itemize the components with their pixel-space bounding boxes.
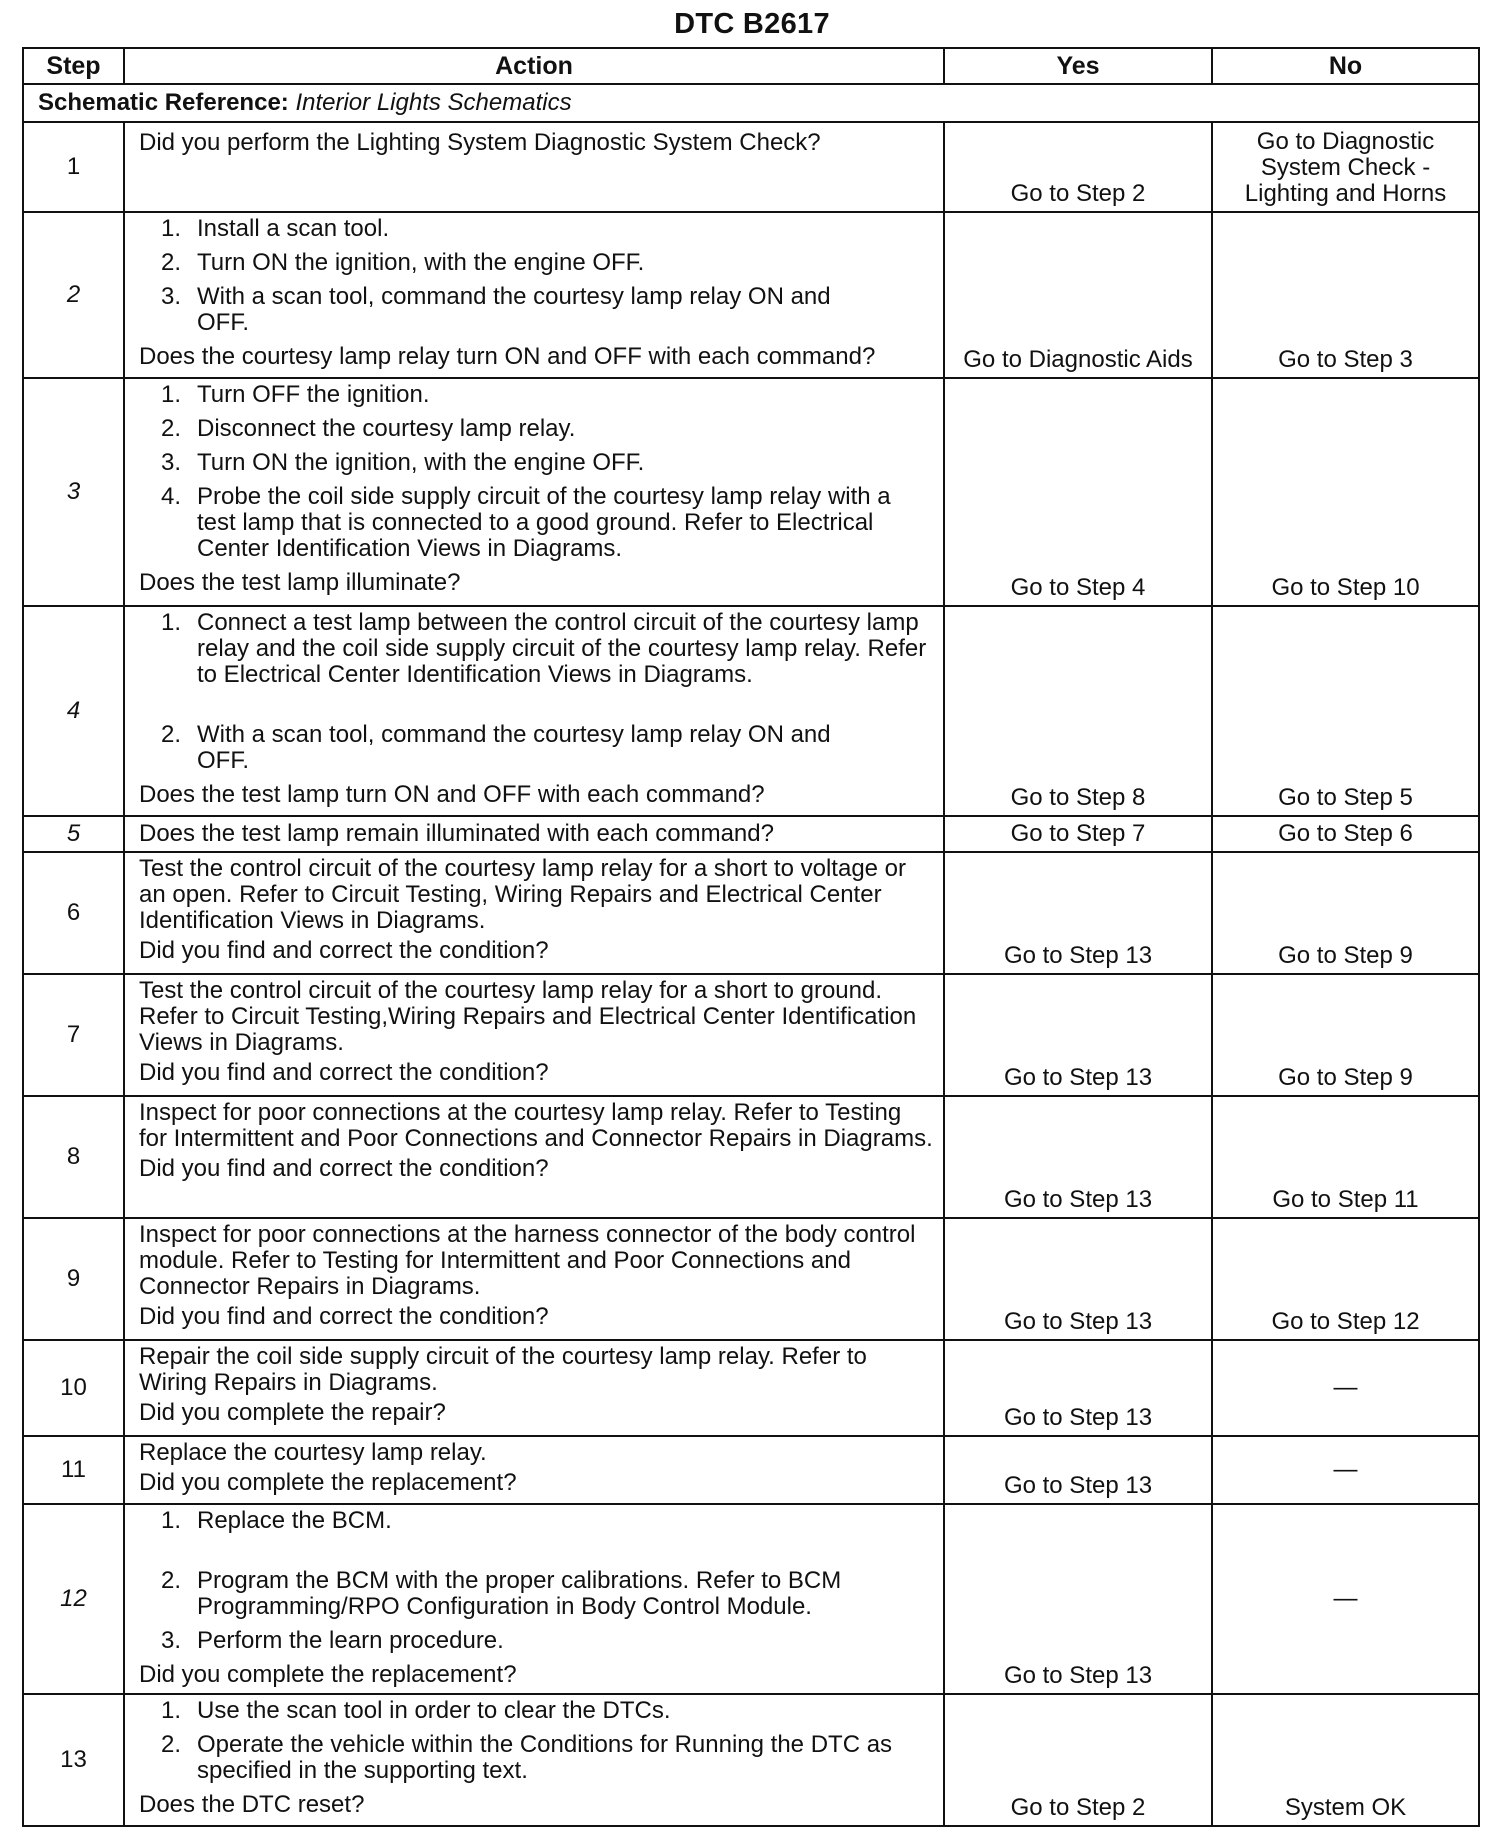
list-item: 4. Probe the coil side supply circuit of the courtesy lamp relay with a test lamp that is connected to a good ground. Refer to Electrical Center Identification Views in Diagrams. (161, 483, 891, 562)
yes-cell: Go to Step 13 (944, 1096, 1212, 1218)
no-cell: Go to Step 11 (1212, 1096, 1479, 1218)
yes-cell: Go to Step 13 (944, 1504, 1212, 1694)
schematic-reference-label: Schematic Reference: (38, 89, 289, 116)
schematic-reference-row (23, 84, 1479, 122)
step-number: 1 (23, 122, 124, 212)
table-row (23, 974, 1479, 1096)
step-question: Did you perform the Lighting System Diagnostic System Check? (139, 129, 821, 156)
table-row (23, 1218, 1479, 1340)
step-list (139, 610, 933, 774)
step-instruction: Inspect for poor connections at the harness connector of the body control module. Refer to Testing for Intermittent and Poor Connections and Connector Repairs in Diagrams. (139, 1221, 916, 1300)
step-question: Does the test lamp remain illuminated with each command? (139, 820, 774, 847)
step-number: 11 (23, 1436, 124, 1504)
header-action: Action (124, 48, 944, 84)
yes-cell: Go to Step 2 (944, 122, 1212, 212)
list-item: 1. Turn OFF the ignition. (161, 381, 430, 408)
table-row (23, 122, 1479, 212)
no-cell: System OK (1212, 1694, 1479, 1826)
diagnostic-table (22, 47, 1480, 1827)
header-no: No (1212, 48, 1479, 84)
list-item: 1. Install a scan tool. (161, 215, 390, 242)
step-number: 4 (23, 606, 124, 816)
step-action (124, 606, 944, 816)
no-cell: — (1212, 1340, 1479, 1436)
step-action (124, 1218, 944, 1340)
step-action (124, 852, 944, 974)
table-row (23, 1096, 1479, 1218)
list-item: 2. Program the BCM with the proper calibrations. Refer to BCM Programming/RPO Configuration in Body Control Module. (161, 1567, 842, 1620)
step-action (124, 1340, 944, 1436)
step-number: 9 (23, 1218, 124, 1340)
no-cell: Go to Step 5 (1212, 606, 1479, 816)
no-cell: Go to Step 9 (1212, 852, 1479, 974)
step-list (139, 216, 933, 336)
no-cell: Go to Step 10 (1212, 378, 1479, 606)
list-item: 3. Perform the learn procedure. (161, 1627, 504, 1654)
no-cell: Go to Step 9 (1212, 974, 1479, 1096)
step-instruction: Inspect for poor connections at the courtesy lamp relay. Refer to Testing for Intermittent and Poor Connections and Connector Repairs in Diagrams. (139, 1099, 933, 1152)
no-cell: Go to Step 6 (1212, 816, 1479, 852)
step-instruction: Repair the coil side supply circuit of the courtesy lamp relay. Refer to Wiring Repairs in Diagrams. (139, 1343, 867, 1396)
no-cell: Go to Diagnostic System Check - Lighting and Horns (1212, 122, 1479, 212)
step-action (124, 1436, 944, 1504)
yes-cell: Go to Step 8 (944, 606, 1212, 816)
no-cell: Go to Step 3 (1212, 212, 1479, 378)
yes-cell: Go to Step 7 (944, 816, 1212, 852)
page-title: DTC B2617 (674, 8, 830, 40)
step-question: Does the DTC reset? (139, 1791, 365, 1818)
step-list (139, 1508, 933, 1654)
list-item: 1. Use the scan tool in order to clear the DTCs. (161, 1697, 671, 1724)
table-header-row (23, 48, 1479, 84)
list-item: 2. With a scan tool, command the courtesy lamp relay ON and OFF. (161, 721, 831, 774)
table-row (23, 1436, 1479, 1504)
step-number: 10 (23, 1340, 124, 1436)
schematic-reference-link[interactable]: Interior Lights Schematics (295, 89, 572, 116)
step-action (124, 378, 944, 606)
table-row (23, 606, 1479, 816)
step-action (124, 1096, 944, 1218)
yes-cell: Go to Diagnostic Aids (944, 212, 1212, 378)
header-step: Step (23, 48, 124, 84)
header-yes: Yes (944, 48, 1212, 84)
yes-cell: Go to Step 13 (944, 974, 1212, 1096)
list-item: 2. Disconnect the courtesy lamp relay. (161, 415, 576, 442)
step-question: Does the courtesy lamp relay turn ON and OFF with each command? (139, 343, 876, 370)
step-question: Did you complete the replacement? (139, 1661, 517, 1688)
step-number: 3 (23, 378, 124, 606)
yes-cell: Go to Step 4 (944, 378, 1212, 606)
step-question: Did you find and correct the condition? (139, 1059, 549, 1086)
table-row (23, 816, 1479, 852)
table-row (23, 212, 1479, 378)
yes-cell: Go to Step 13 (944, 852, 1212, 974)
step-action (124, 1504, 944, 1694)
no-cell: Go to Step 12 (1212, 1218, 1479, 1340)
step-question: Did you complete the repair? (139, 1399, 446, 1426)
list-item: 1. Connect a test lamp between the control circuit of the courtesy lamp relay and the coil side supply circuit of the courtesy lamp relay. Refer to Electrical Center Identification Views in Diagrams. (161, 609, 927, 688)
yes-cell: Go to Step 13 (944, 1436, 1212, 1504)
table-row (23, 1504, 1479, 1694)
step-number: 13 (23, 1694, 124, 1826)
step-action (124, 212, 944, 378)
step-number: 6 (23, 852, 124, 974)
list-item: 3. With a scan tool, command the courtesy lamp relay ON and OFF. (161, 283, 831, 336)
list-item: 2. Operate the vehicle within the Conditions for Running the DTC as specified in the supporting text. (161, 1731, 893, 1784)
yes-cell: Go to Step 2 (944, 1694, 1212, 1826)
step-instruction: Test the control circuit of the courtesy lamp relay for a short to ground. Refer to Circuit Testing,Wiring Repairs and Electrical Center Identification Views in Diagrams. (139, 977, 917, 1056)
list-item: 3. Turn ON the ignition, with the engine OFF. (161, 449, 645, 476)
step-action (124, 1694, 944, 1826)
step-question: Did you find and correct the condition? (139, 937, 549, 964)
step-question: Did you complete the replacement? (139, 1469, 517, 1496)
yes-cell: Go to Step 13 (944, 1218, 1212, 1340)
step-number: 12 (23, 1504, 124, 1694)
list-item: 1. Replace the BCM. (161, 1507, 392, 1534)
step-question: Did you find and correct the condition? (139, 1155, 549, 1182)
no-cell: — (1212, 1436, 1479, 1504)
step-number: 5 (23, 816, 124, 852)
table-row (23, 1340, 1479, 1436)
step-number: 7 (23, 974, 124, 1096)
step-question: Does the test lamp turn ON and OFF with each command? (139, 781, 765, 808)
table-row (23, 852, 1479, 974)
step-number: 2 (23, 212, 124, 378)
step-question: Did you find and correct the condition? (139, 1303, 549, 1330)
schematic-reference (23, 84, 1479, 122)
step-instruction: Test the control circuit of the courtesy lamp relay for a short to voltage or an open. Refer to Circuit Testing, Wiring Repairs and Electrical Center Identification Views in Diagrams. (139, 855, 907, 934)
step-list (139, 382, 933, 562)
table-row (23, 1694, 1479, 1826)
step-question: Does the test lamp illuminate? (139, 569, 461, 596)
list-item: 2. Turn ON the ignition, with the engine OFF. (161, 249, 645, 276)
step-action (124, 122, 944, 212)
step-number: 8 (23, 1096, 124, 1218)
step-action (124, 816, 944, 852)
table-row (23, 378, 1479, 606)
yes-cell: Go to Step 13 (944, 1340, 1212, 1436)
step-action (124, 974, 944, 1096)
step-list (139, 1698, 933, 1784)
no-cell: — (1212, 1504, 1479, 1694)
step-instruction: Replace the courtesy lamp relay. (139, 1439, 487, 1466)
